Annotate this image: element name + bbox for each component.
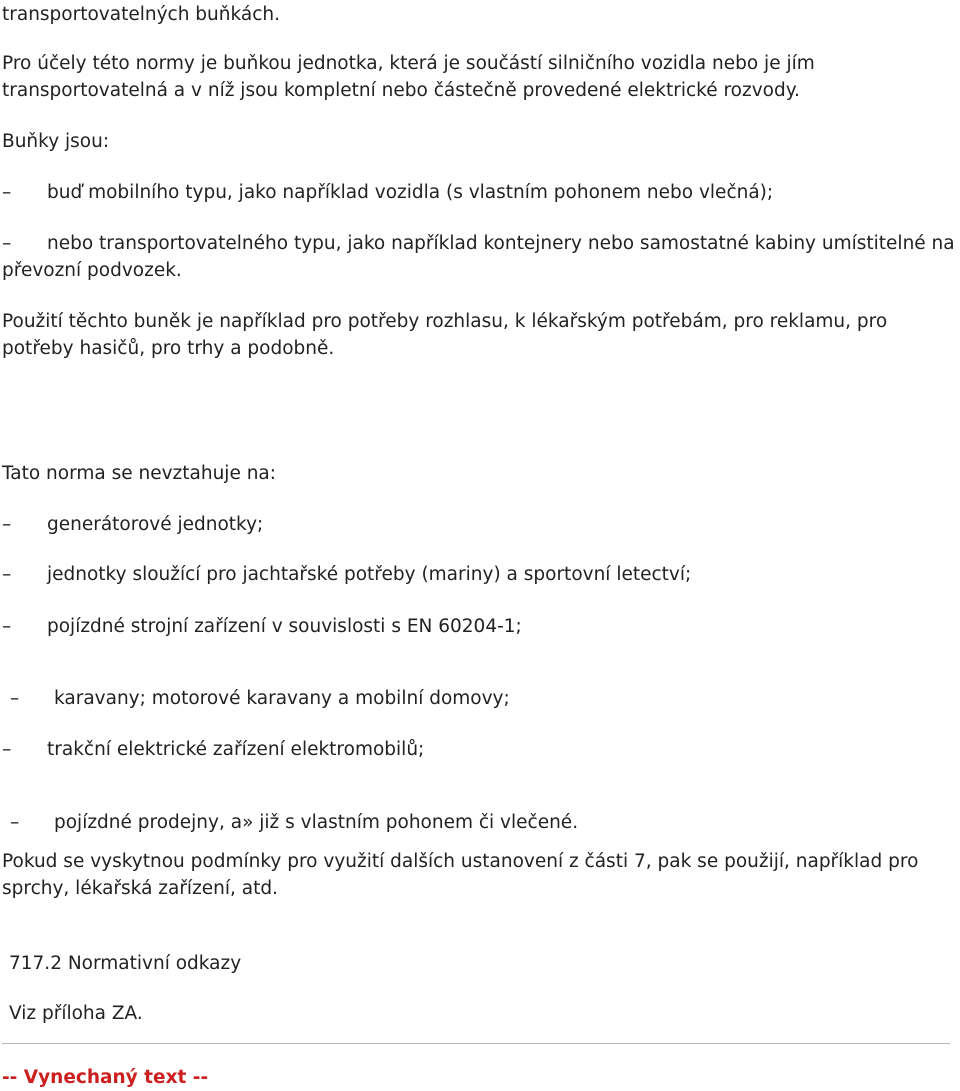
exclusions-item: generátorové jednotky; [47,514,264,535]
other-parts-line-1: Pokud se vyskytnou podmínky pro využití dalších ustanovení z části 7, pak se použijí, například pro [2,851,919,872]
exclusions-heading: Tato norma se nevztahuje na: [2,463,276,484]
list-dash: – [2,182,12,203]
exclusions-item: pojízdné strojní zařízení v souvislosti s EN 60204-1; [47,616,522,637]
exclusions-item: karavany; motorové karavany a mobilní domovy; [54,688,510,709]
usage-line-1: Použití těchto buněk je například pro potřeby rozhlasu, k lékařským potřebám, pro reklamu, pro [2,311,888,332]
list-dash: – [2,564,12,585]
definition-line-2: transportovatelná a v níž jsou kompletní nebo částečně provedené elektrické rozvody. [2,80,800,101]
cells-list-item: nebo transportovatelného typu, jako například kontejnery nebo samostatné kabiny umístitelné na [47,233,955,254]
exclusions-item: pojízdné prodejny, a» již s vlastním pohonem či vlečené. [54,812,579,833]
exclusions-item: jednotky sloužící pro jachtařské potřeby (mariny) a sportovní letectví; [47,564,692,585]
intro-continuation: transportovatelných buňkách. [2,4,281,25]
usage-line-2: potřeby hasičů, pro trhy a podobně. [2,338,335,359]
exclusions-item: trakční elektrické zařízení elektromobilů; [47,739,425,760]
cells-list-item-continuation: převozní podvozek. [2,260,182,281]
normative-text: Viz příloha ZA. [9,1003,143,1024]
other-parts-line-2: sprchy, lékařská zařízení, atd. [2,878,279,899]
cells-heading: Buňky jsou: [2,131,110,152]
list-dash: – [2,233,12,254]
list-dash: – [2,514,12,535]
list-dash: – [2,739,12,760]
divider [2,1043,950,1044]
cells-list-item: buď mobilního typu, jako například vozidla (s vlastním pohonem nebo vlečná); [47,182,774,203]
list-dash: – [2,616,12,637]
definition-line-1: Pro účely této normy je buňkou jednotka, která je součástí silničního vozidla nebo je jím [2,53,815,74]
section-heading: 717.2 Normativní odkazy [9,953,242,974]
list-dash: – [10,688,20,709]
list-dash: – [10,812,20,833]
omitted-text-marker: -- Vynechaný text -- [2,1067,209,1088]
